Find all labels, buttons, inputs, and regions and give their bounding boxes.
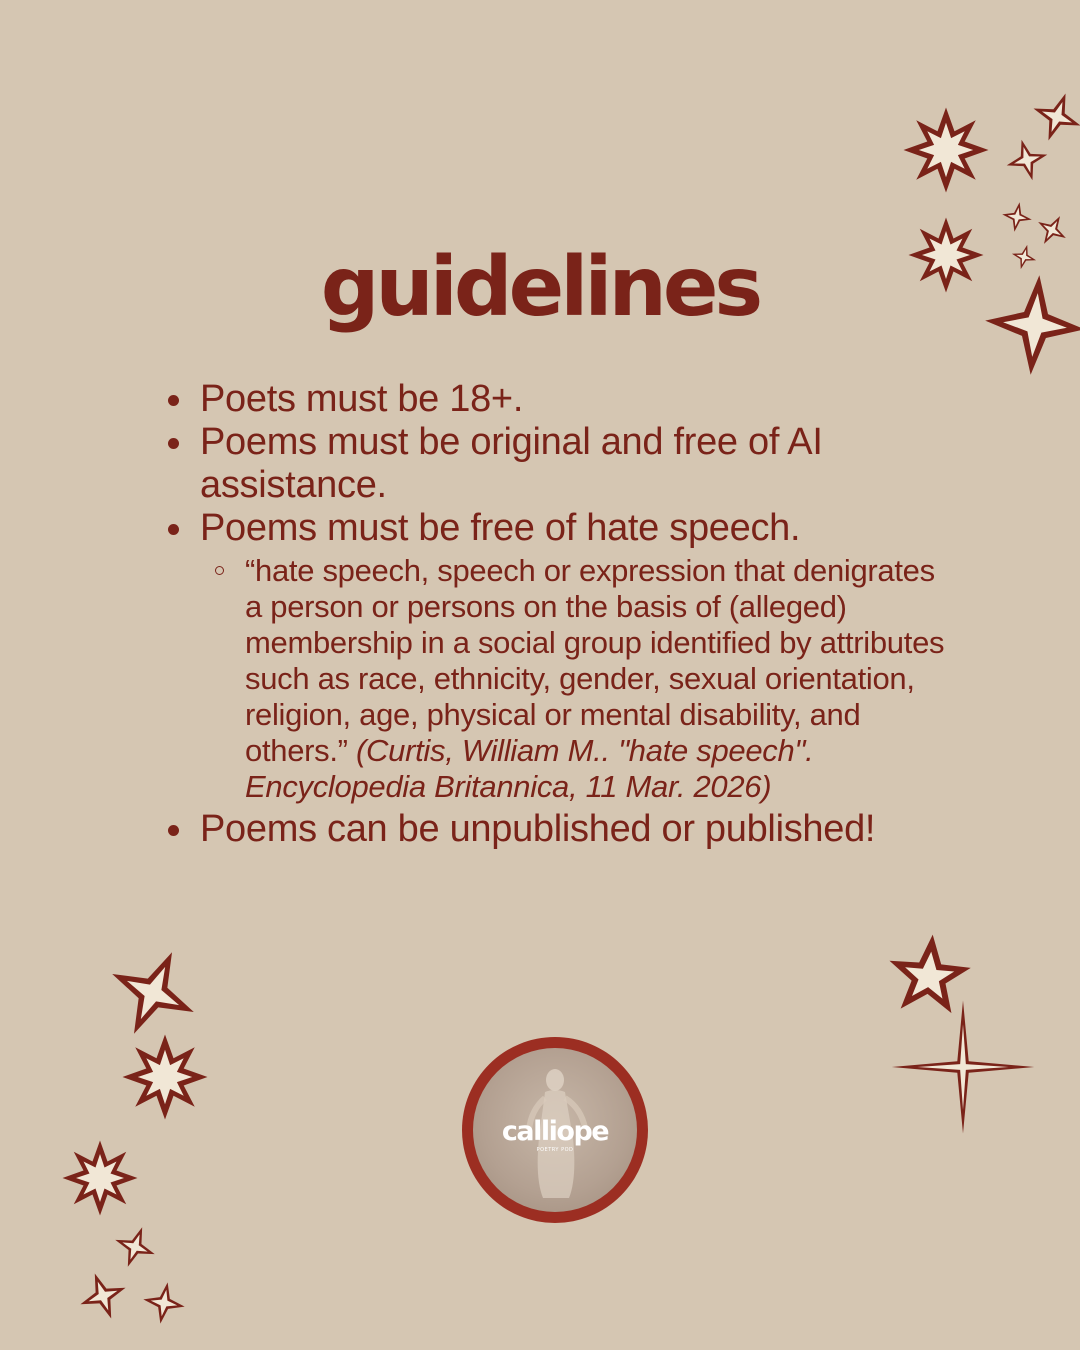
sparkle-icon bbox=[93, 933, 213, 1053]
logo-wordmark: calliope bbox=[501, 1116, 609, 1147]
list-item: Poems can be unpublished or published! bbox=[165, 808, 965, 851]
sparkle-icon bbox=[892, 1001, 1035, 1134]
list-item-label: Poems must be free of hate speech. bbox=[200, 507, 801, 549]
burst-icon bbox=[123, 1035, 208, 1120]
list-item bbox=[165, 507, 965, 805]
definition-citation: (Curtis, William M.. "hate speech". Encyclopedia Britannica, 11 Mar. 2026) bbox=[245, 733, 814, 804]
list-item: Poems must be original and free of AI assistance. bbox=[165, 421, 965, 507]
sparkle-icon bbox=[140, 1279, 189, 1328]
sparkle-icon bbox=[1025, 85, 1080, 149]
burst-icon bbox=[904, 108, 989, 193]
star-icon bbox=[885, 931, 973, 1014]
logo-medallion bbox=[473, 1048, 637, 1212]
sparkle-icon bbox=[108, 1220, 162, 1274]
burst-icon bbox=[63, 1141, 138, 1216]
guidelines-list bbox=[165, 378, 965, 851]
list-item: Poets must be 18+. bbox=[165, 378, 965, 421]
logo-tagline: POETRY POD bbox=[536, 1147, 574, 1153]
definition-quote: “hate speech, speech or expression that denigrates a person or persons on the basis of (alleged) membership in a social group identified by attributes such as race, ethnicity, gender, sexual orientation, religion, age, physical or mental disability, and others.” bbox=[245, 553, 945, 768]
sparkle-icon bbox=[1001, 134, 1052, 185]
sub-list bbox=[200, 553, 965, 805]
page-title: guidelines bbox=[320, 240, 760, 335]
definition-item bbox=[200, 553, 950, 805]
sparkle-icon bbox=[72, 1265, 134, 1327]
calliope-logo bbox=[462, 1037, 648, 1223]
sparkle-icon bbox=[1000, 200, 1035, 235]
